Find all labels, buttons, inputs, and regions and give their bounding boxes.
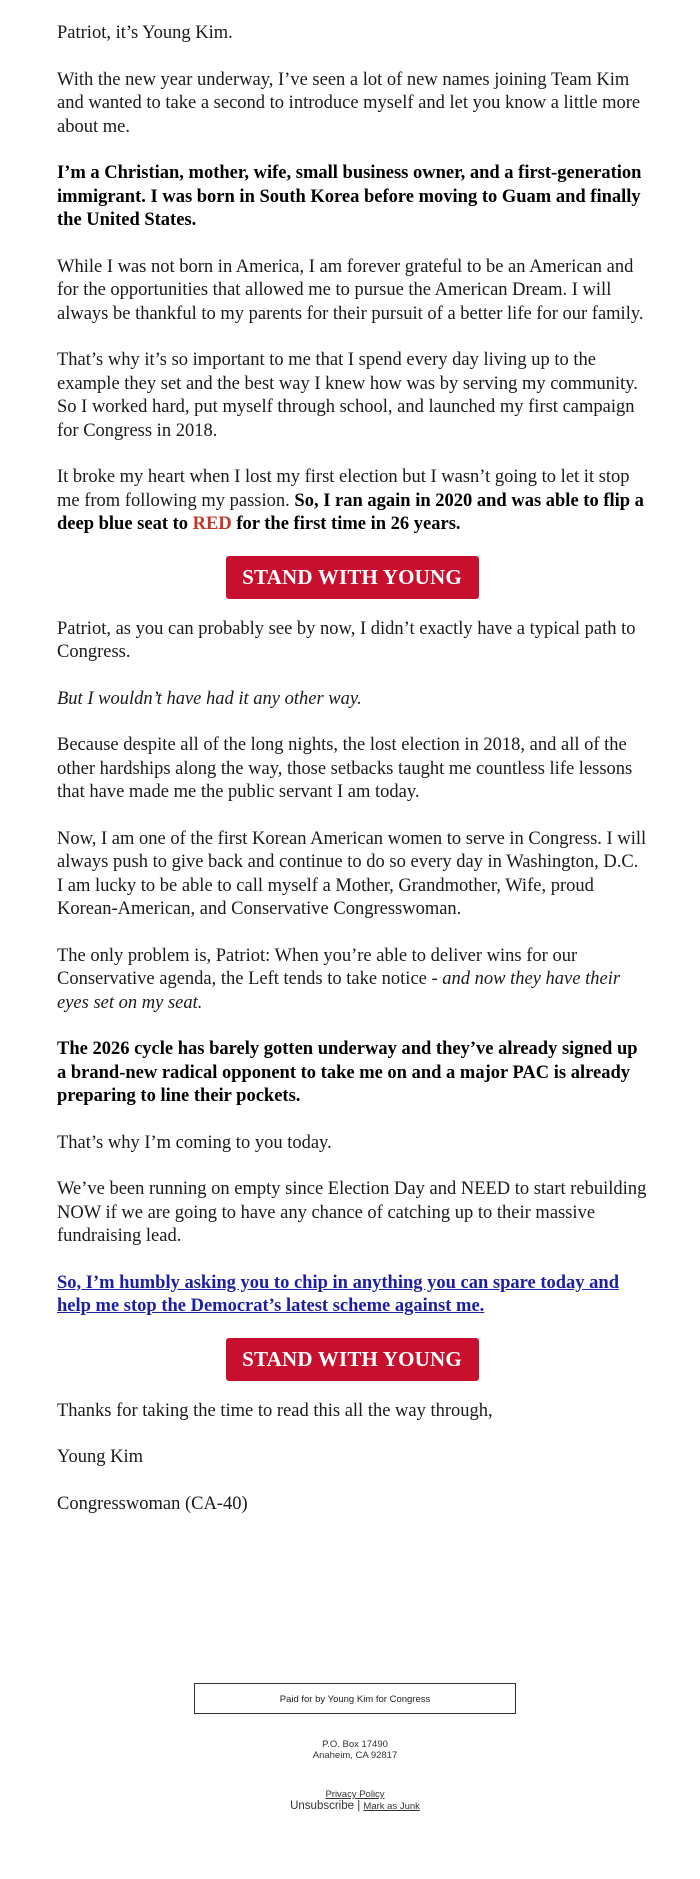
cta-container-1 [57,556,647,599]
paragraph-example: That’s why it’s so important to me that I spend every day living up to the example they set and the best way I knew how was by serving my community. So I worked hard, put myself through school, and launched my first campaign for Congress in 2018. [57,350,638,441]
paragraph-coming-to-you: That’s why I’m coming to you today. [57,1132,332,1153]
paragraph-problem [57,945,647,1016]
signature-name: Young Kim [57,1447,144,1467]
election-bold-text-b: for the first time in 26 years. [231,514,461,534]
stand-with-young-button-1[interactable]: STAND WITH YOUNG [226,556,479,599]
identity-bold-text: I’m a Christian, mother, wife, small business owner, and a first-generation immigrant. I was born in South Korea before moving to Guam and finally the United States. [57,163,642,230]
link-separator: | [354,1800,364,1812]
signature-title: Congresswoman (CA-40) [57,1493,248,1514]
problem-italic-text: and now they have their eyes set on my seat. [57,969,621,1013]
paragraph-setbacks: Because despite all of the long nights, the lost election in 2018, and all of the other hardships along the way, those setbacks taught me countless life lessons that have made me the public servant I am today. [57,735,633,802]
paragraph-path: Patriot, as you can probably see by now, I didn’t exactly have a typical path to Congress. [57,618,636,662]
election-plain-text: It broke my heart when I lost my first election but I wasn’t going to let it stop me from following my passion. [57,467,630,511]
opponent-bold-text: The 2026 cycle has barely gotten underway and they’ve already signed up a brand-new radical opponent to take me on and a major PAC is already preparing to line their pockets. [57,1039,638,1106]
paragraph-no-regrets [57,688,647,712]
cta-container-2 [57,1338,647,1381]
paragraph-identity [57,162,647,233]
paragraph-election [57,466,647,537]
paragraph-thanks: Thanks for taking the time to read this all the way through, [57,1400,493,1421]
paragraph-intro: With the new year underway, I’ve seen a lot of new names joining Team Kim and wanted to take a second to introduce myself and let you know a little more about me. [57,69,641,137]
email-body [57,22,647,1539]
greeting: Patriot, it’s Young Kim. [57,23,233,43]
red-highlight: RED [192,514,232,534]
unsubscribe-line [10,1800,700,1813]
stand-with-young-button-2[interactable]: STAND WITH YOUNG [226,1338,479,1381]
email-footer [0,1683,700,1813]
address-line-2: Anaheim, CA 92817 [312,1750,398,1761]
privacy-policy-link[interactable]: Privacy Policy [325,1789,385,1800]
footer-links [10,1789,700,1813]
mailing-address [10,1739,700,1761]
paragraph-running-on-empty: We’ve been running on empty since Election Day and NEED to start rebuilding NOW if we are going to have any chance of catching up to their massive fundraising lead. [57,1179,647,1246]
paragraph-ask [57,1272,647,1319]
unsubscribe-text[interactable]: Unsubscribe [290,1800,355,1812]
no-regrets-italic: But I wouldn’t have had it any other way. [57,688,362,709]
paragraph-opponent [57,1038,647,1109]
election-bold-text-a: So, I ran again in 2020 and was able to flip a deep blue seat to [57,490,644,534]
paragraph-korean-american: Now, I am one of the first Korean American women to serve in Congress. I will always push to give back and continue to do so every day in Washington, D.C. I am lucky to be able to call myself a Mother, Grandmother, Wife, proud Korean-American, and Conservative Congresswoman. [57,828,647,919]
paid-for-disclaimer: Paid for by Young Kim for Congress [194,1683,516,1714]
paragraph-gratitude: While I was not born in America, I am forever grateful to be an American and for the opportunities that allowed me to pursue the American Dream. I will always be thankful to my parents for their pursuit of a better life for our family. [57,256,644,324]
address-line-1: P.O. Box 17490 [322,1739,388,1750]
mark-as-junk-link[interactable]: Mark as Junk [363,1801,420,1812]
problem-plain-text: The only problem is, Patriot: When you’re able to deliver wins for our Conservative agenda, the Left tends to take notice - [57,945,578,989]
donate-ask-link[interactable]: So, I’m humbly asking you to chip in anything you can spare today and help me stop the Democrat’s latest scheme against me. [57,1272,620,1316]
